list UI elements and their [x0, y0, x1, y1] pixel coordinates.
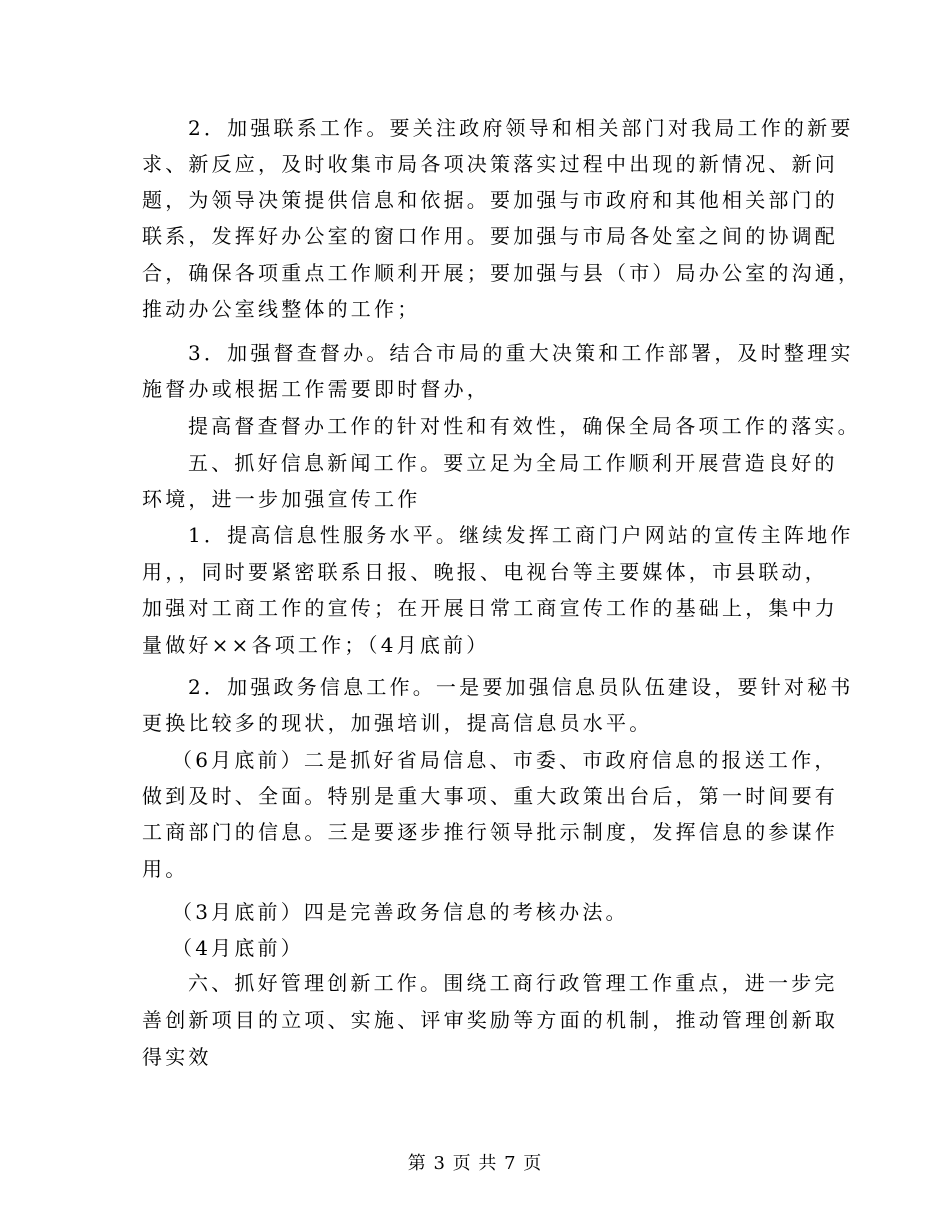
text-line: 做到及时、全面。特别是重大事项、重大政策出台后，第一时间要有	[142, 784, 838, 808]
text-line: 合，确保各项重点工作顺利开展；要加强与县（市）局办公室的沟通，	[142, 261, 862, 285]
text-line: （3月底前）四是完善政务信息的考核办法。	[172, 900, 629, 924]
text-line: 推动办公室线整体的工作；	[142, 297, 421, 321]
text-line: 提高督查督办工作的针对性和有效性，确保全局各项工作的落实。	[188, 414, 861, 438]
text-line: 求、新反应，及时收集市局各项决策落实过程中出现的新情况、新问	[142, 152, 838, 176]
text-line: 联系，发挥好办公室的窗口作用。要加强与市局各处室之间的协调配	[142, 224, 838, 248]
text-line: 1．提高信息性服务水平。继续发挥工商门户网站的宣传主阵地作	[188, 523, 854, 547]
text-line: 3．加强督查督办。结合市局的重大决策和工作部署，及时整理实	[188, 341, 854, 365]
text-line: 善创新项目的立项、实施、评审奖励等方面的机制，推动管理创新取	[142, 1008, 838, 1032]
text-line: 加强对工商工作的宣传；在开展日常工商宣传工作的基础上，集中力	[142, 596, 838, 620]
text-line: 环境，进一步加强宣传工作	[142, 487, 421, 511]
text-line: （4月底前）	[172, 936, 304, 960]
text-line: 用，，同时要紧密联系日报、晚报、电视台等主要媒体，市县联动，	[142, 560, 828, 584]
text-line: 更换比较多的现状，加强培训，提高信息员水平。	[142, 711, 653, 735]
text-line: （6月底前）二是抓好省局信息、市委、市政府信息的报送工作，	[172, 748, 838, 772]
text-line: 题，为领导决策提供信息和依据。要加强与市政府和其他相关部门的	[142, 188, 838, 212]
text-line: 量做好××各项工作；（4月底前）	[142, 633, 490, 657]
text-line: 五、抓好信息新闻工作。要立足为全局工作顺利开展营造良好的	[188, 451, 838, 475]
text-line: 六、抓好管理创新工作。围绕工商行政管理工作重点，进一步完	[188, 971, 838, 995]
page-number-footer: 第 3 页 共 7 页	[407, 1153, 543, 1174]
text-line: 施督办或根据工作需要即时督办，	[142, 377, 490, 401]
text-line: 工商部门的信息。三是要逐步推行领导批示制度，发挥信息的参谋作	[142, 820, 838, 844]
text-line: 2．加强联系工作。要关注政府领导和相关部门对我局工作的新要	[188, 116, 854, 140]
text-line: 用。	[142, 857, 189, 881]
text-line: 得实效	[142, 1045, 212, 1069]
text-line: 2．加强政务信息工作。一是要加强信息员队伍建设，要针对秘书	[188, 675, 854, 699]
